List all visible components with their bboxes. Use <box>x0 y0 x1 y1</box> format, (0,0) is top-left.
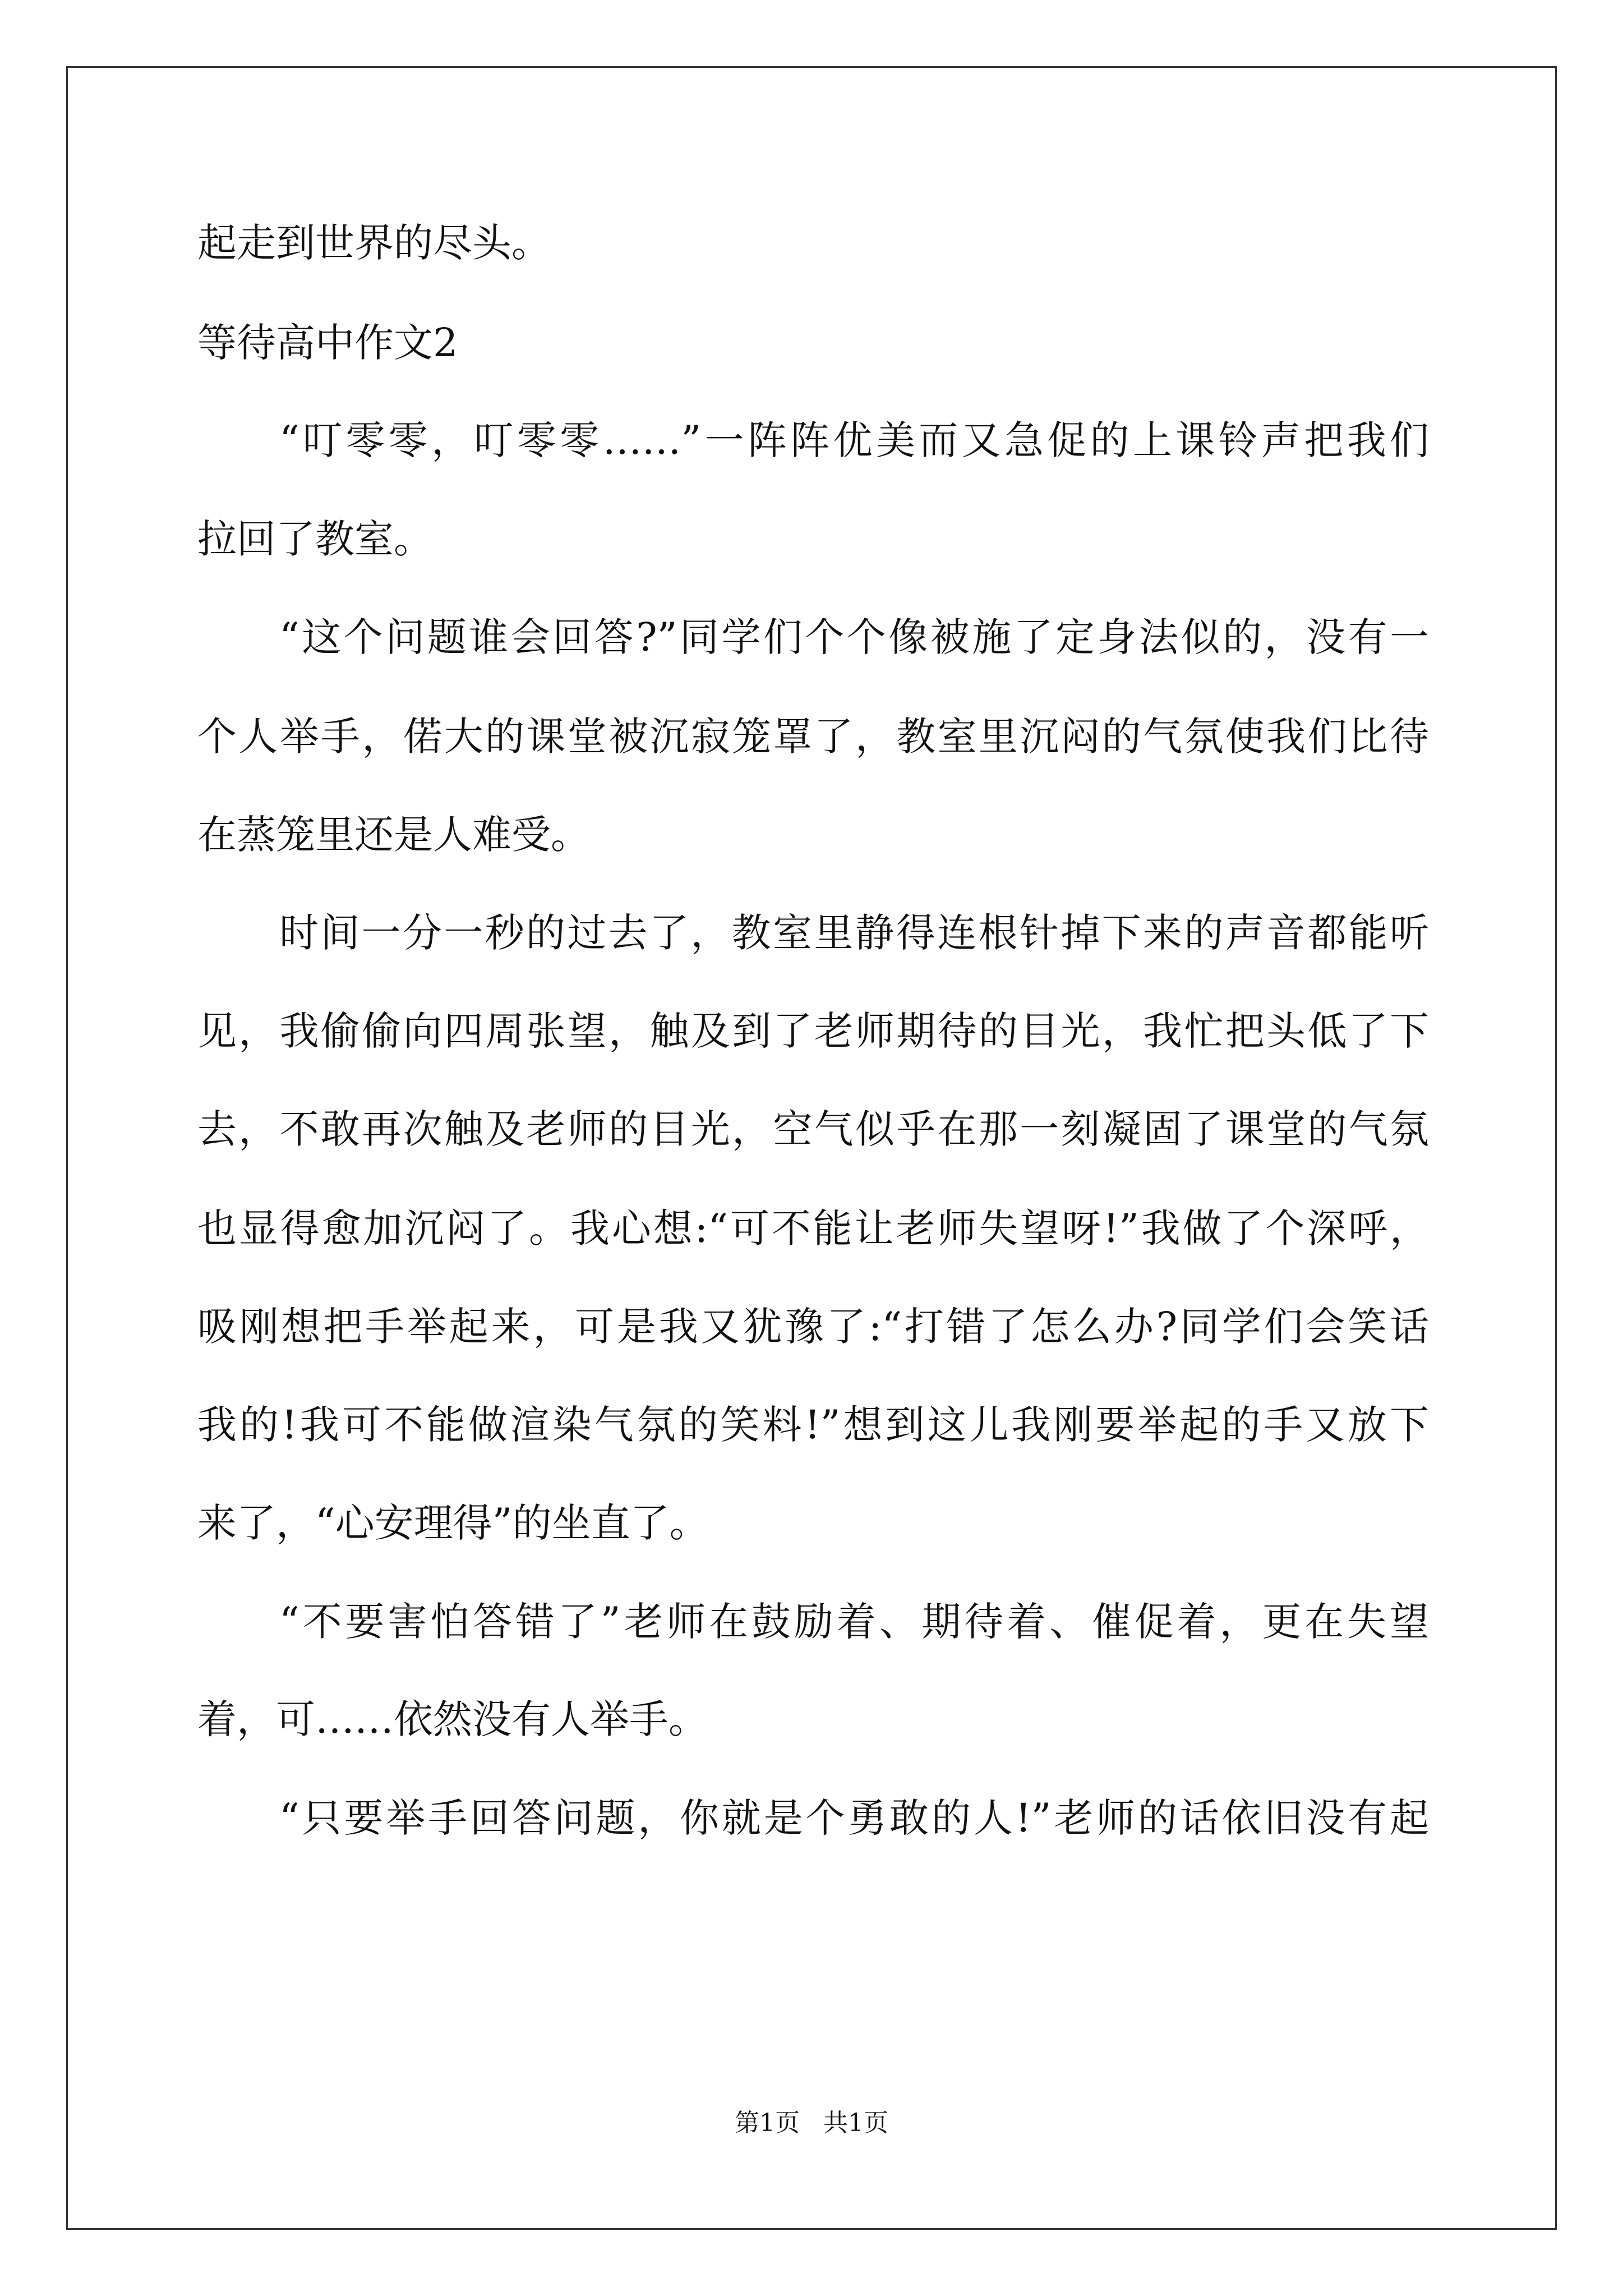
paragraph-line: “不要害怕答错了”老师在鼓励着、期待着、催促着，更在失望 <box>279 1599 1429 1645</box>
paragraph-line: “只要举手回答问题，你就是个勇敢的人!”老师的话依旧没有起 <box>279 1795 1429 1841</box>
paragraph-line: 在蒸笼里还是人难受。 <box>197 812 590 858</box>
paragraph-line: 时间一分一秒的过去了，教室里静得连根针掉下来的声音都能听 <box>279 910 1429 956</box>
paragraph-line: “这个问题谁会回答?”同学们个个像被施了定身法似的，没有一 <box>279 614 1429 660</box>
paragraph-line: 吸刚想把手举起来，可是我又犹豫了:“打错了怎么办?同学们会笑话 <box>197 1304 1429 1350</box>
paragraph-line: 也显得愈加沉闷了。我心想:“可不能让老师失望呀!”我做了个深呼， <box>197 1205 1429 1251</box>
paragraph-line: 见，我偷偷向四周张望，触及到了老师期待的目光，我忙把头低了下 <box>197 1008 1429 1054</box>
paragraph-line: 个人举手，偌大的课堂被沉寂笼罩了，教室里沉闷的气氛使我们比待 <box>197 714 1429 760</box>
paragraph-line: 来了，“心安理得”的坐直了。 <box>197 1500 709 1546</box>
text-line: 起走到世界的尽头。 <box>197 220 551 266</box>
paragraph-line: “叮零零，叮零零……”一阵阵优美而又急促的上课铃声把我们 <box>279 417 1429 463</box>
page-number: 第1页 共1页 <box>735 2109 888 2137</box>
paragraph-line: 着，可……依然没有人举手。 <box>197 1696 708 1742</box>
paragraph-line: 拉回了教室。 <box>197 516 433 562</box>
section-heading: 等待高中作文2 <box>197 320 458 366</box>
paragraph-line: 去，不敢再次触及老师的目光，空气似乎在那一刻凝固了课堂的气氛 <box>197 1106 1429 1152</box>
paragraph-line: 我的!我可不能做渲染气氛的笑料!”想到这儿我刚要举起的手又放下 <box>197 1402 1429 1448</box>
